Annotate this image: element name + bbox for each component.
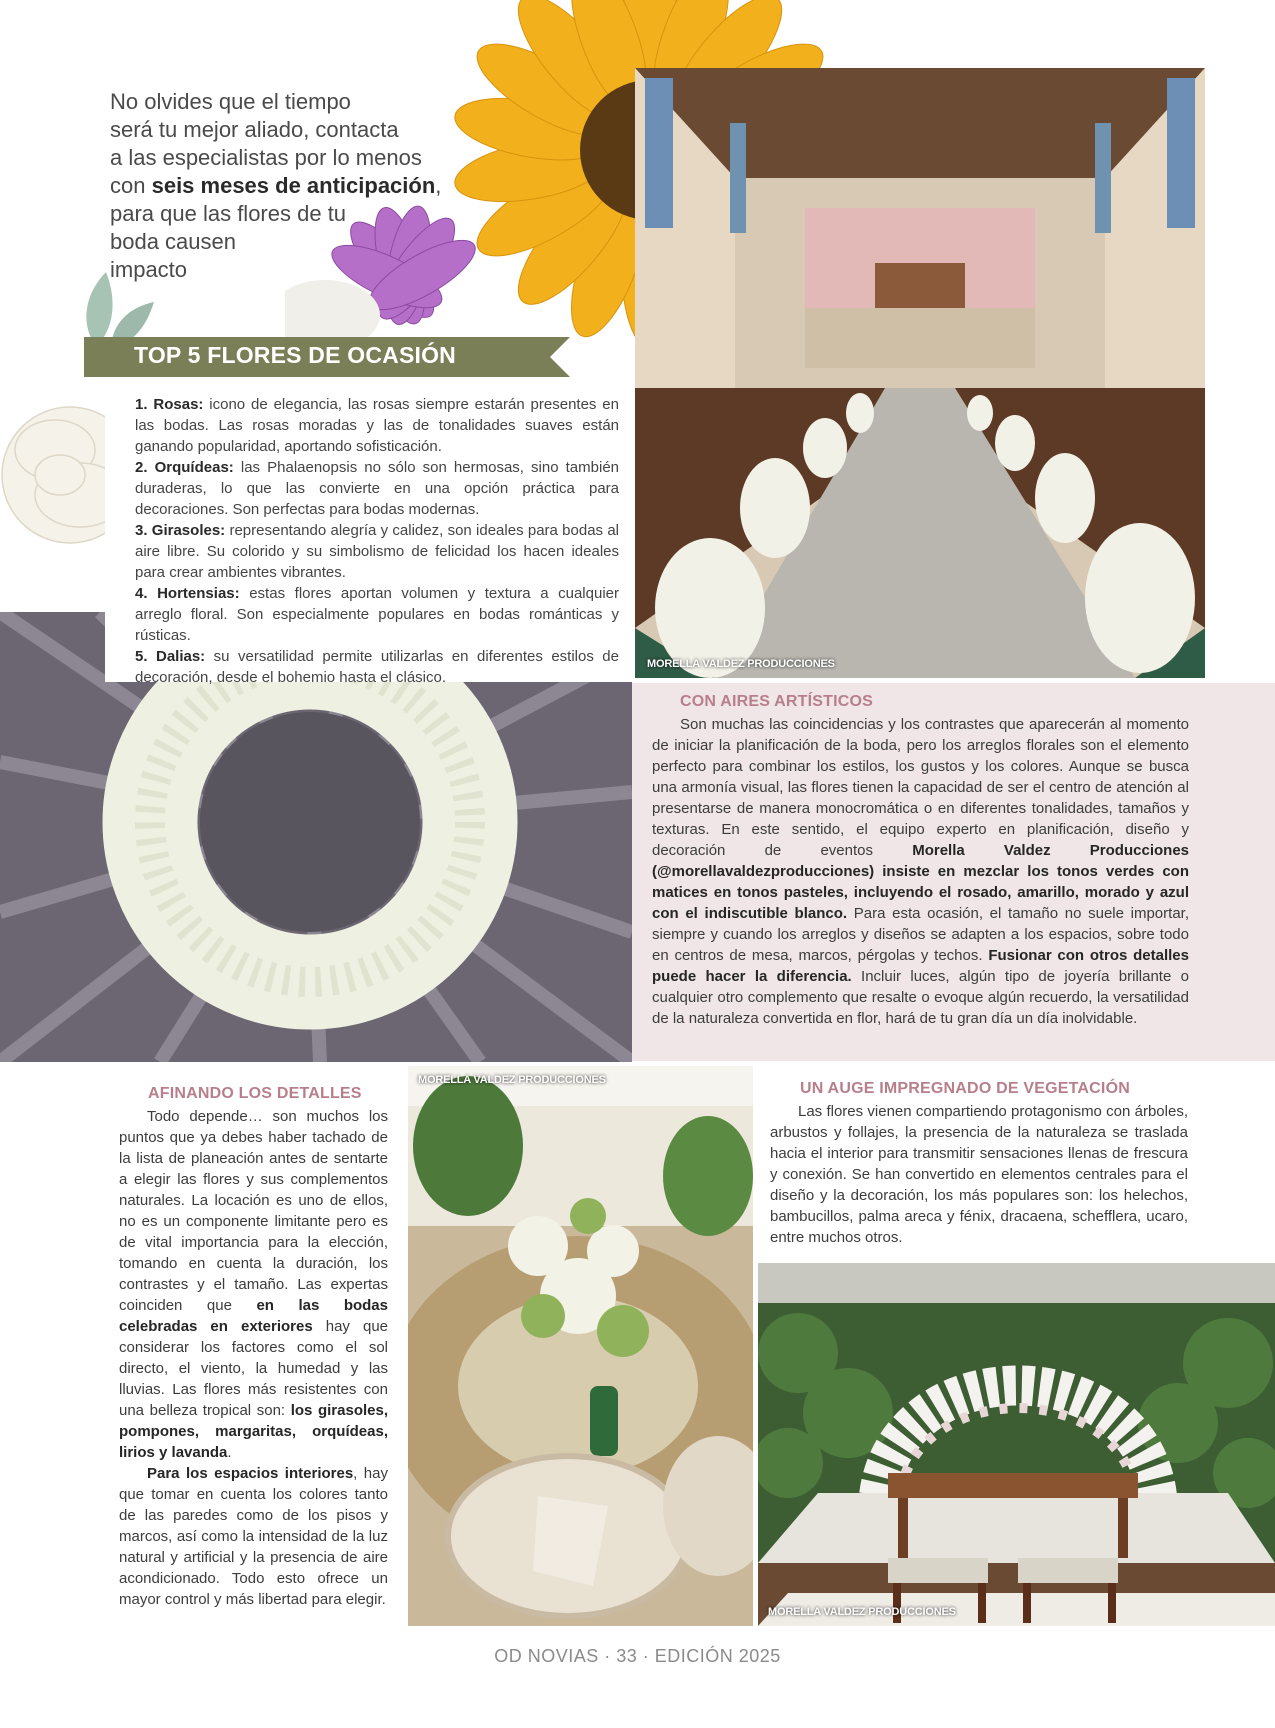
photo-credit: MORELLA VALDEZ PRODUCCIONES [768, 1606, 956, 1618]
page-footer: OD NOVIAS · 33 · EDICIÓN 2025 [494, 1646, 781, 1666]
paragraph: Son muchas las coincidencias y los contrastes que aparecerán al momento de iniciar la planificación de la boda, pero los arreglos florales son el elemento perfecto para combinar los estilos, los gustos y los colores. Aunque se busca una armonía visual, las flores tienen la capacidad de ser el centro de atención al presentarse de manera monocromática o en diferentes tonalidades, tamaños y texturas. En este sentido, el equipo experto en planificación, diseño y decoración de eventos Morella Valdez Producciones (@morellavaldezproducciones) insiste en mezclar los tonos verdes con matices en tonos pasteles, incluyendo el rosado, amarillo, morado y azul con el indiscutible blanco. Para esta ocasión, el tamaño no suele importar, siempre y cuando los arreglos y diseños se adapten a los espacios, sobre todo en centros de mesa, marcos, pérgolas y techos. Fusionar con otros detalles puede hacer la diferencia. Incluir luces, algún tipo de joyería brillante o cualquier otro complemento que resalte o evoque algún recuerdo, la versatilidad de la naturaleza convertida en flor, hará de tu gran día un día inolvidable. [652, 716, 1189, 1027]
table-setting-photo [408, 1066, 753, 1626]
paragraph: Todo depende… son muchos los puntos que ya debes haber tachado de la lista de planeación antes de sentarte a elegir las flores y sus complementos naturales. La locación es uno de ellos, no es un componente limitante pero es de vital importancia para la elección, tomando en cuenta la duración, los contrastes y el tamaño. Las expertas coinciden que en las bodas celebradas en exteriores hay que considerar los factores como el sol directo, el viento, la humedad y las lluvias. Las flores más resistentes con una belleza tropical son: los girasoles, pompones, margaritas, orquídeas, lirios y lavanda. [119, 1108, 389, 1461]
auge-body [770, 1101, 1188, 1248]
aires-body [652, 714, 1189, 1029]
intro-highlight: seis meses de anticipación [151, 173, 436, 198]
list-item: 5. Dalias: su versatilidad permite utilizarlas en diferentes estilos de decoración, desde el bohemio hasta el clásico. [135, 648, 619, 686]
intro-line: No olvides que el tiempo [110, 89, 351, 114]
top5-list [135, 394, 619, 688]
floral-arch-photo [758, 1263, 1275, 1626]
list-item: 1. Rosas: icono de elegancia, las rosas siempre estarán presentes en las bodas. Las rosas moradas y las de tonalidades suaves están ganando popularidad, aportando sofisticación. [135, 396, 619, 455]
intro-quote [110, 88, 470, 284]
aires-heading: CON AIRES ARTÍSTICOS [680, 693, 874, 710]
intro-line: para que las flores de tu [110, 201, 347, 226]
intro-line: con seis meses de anticipación, [110, 173, 442, 198]
church-aisle-photo [635, 68, 1205, 678]
top5-title: TOP 5 FLORES DE OCASIÓN [134, 342, 456, 368]
afinando-body [119, 1106, 388, 1610]
photo-credit: MORELLA VALDEZ PRODUCCIONES [647, 658, 835, 670]
list-item: 4. Hortensias: estas flores aportan volumen y textura a cualquier arreglo floral. Son especialmente populares en bodas románticas y rústicas. [135, 585, 619, 644]
intro-line: impacto [110, 257, 188, 282]
photo-credit: MORELLA VALDEZ PRODUCCIONES [418, 1074, 606, 1086]
auge-heading: UN AUGE IMPREGNADO DE VEGETACIÓN [800, 1080, 1130, 1097]
list-item: 3. Girasoles: representando alegría y calidez, son ideales para bodas al aire libre. Su colorido y su simbolismo de felicidad los hacen ideales para crear ambientes vibrantes. [135, 522, 619, 581]
paragraph: Para los espacios interiores, hay que tomar en cuenta los colores tanto de las paredes como de los pisos y marcos, así como la intensidad de la luz natural y artificial y la presencia de aire acondicionado. Todo esto ofrece un mayor control y más libertad para elegir. [119, 1465, 388, 1608]
intro-line: boda causen [110, 229, 236, 254]
afinando-heading: AFINANDO LOS DETALLES [148, 1085, 362, 1102]
paragraph: Las flores vienen compartiendo protagonismo con árboles, arbustos y follajes, la presencia de la naturaleza se traslada hacia el interior para transmitir sensaciones llenas de frescura y conexión. Se han convertido en elementos centrales para el diseño y la decoración, los más populares son: los helechos, bambucillos, palma areca y fénix, dracaena, schefflera, ucaro, entre muchos otros. [770, 1103, 1188, 1246]
list-item: 2. Orquídeas: las Phalaenopsis no sólo son hermosas, sino también duraderas, lo que las convierte en una opción práctica para decoraciones. Son perfectas para bodas modernas. [135, 459, 620, 518]
intro-line: a las especialistas por lo menos [110, 145, 422, 170]
intro-line: será tu mejor aliado, contacta [110, 117, 399, 142]
